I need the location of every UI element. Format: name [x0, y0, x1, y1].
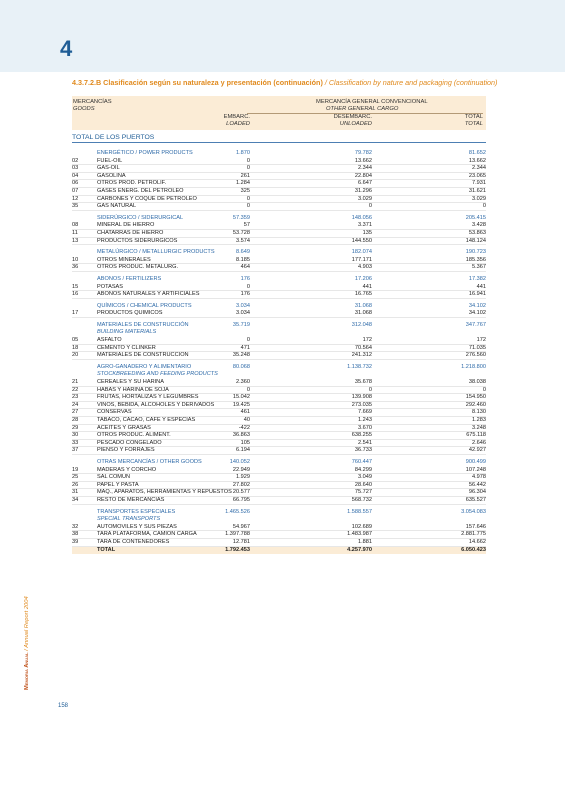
- value-total: 42.927: [468, 447, 486, 454]
- value-unloaded: 3.029: [358, 195, 372, 202]
- value-unloaded: 28.640: [354, 481, 372, 488]
- value-loaded: 325: [240, 187, 250, 194]
- value-total: 347.767: [465, 321, 486, 328]
- row-code: 05: [72, 337, 79, 344]
- value-unloaded: 273.035: [351, 401, 372, 408]
- table-row: [72, 539, 486, 547]
- value-total: 3.428: [472, 222, 486, 229]
- row-code: 07: [72, 187, 79, 194]
- row-label: PRODUCTOS QUIMICOS: [97, 310, 163, 317]
- value-total: 190.723: [465, 249, 486, 256]
- row-code: 34: [72, 496, 79, 503]
- table-row: [72, 379, 486, 387]
- row-code: 15: [72, 283, 79, 290]
- value-unloaded: 35.678: [354, 379, 372, 386]
- value-total: 53.863: [468, 229, 486, 236]
- value-total: 3.054.083: [461, 508, 486, 515]
- value-loaded: 66.795: [232, 496, 250, 503]
- value-total: 3.029: [472, 195, 486, 202]
- row-label: OTRAS MERCANCÍAS / OTHER GOODS: [97, 458, 202, 465]
- value-loaded: 3.034: [236, 302, 250, 309]
- header-embarc: EMBARC.: [223, 114, 250, 120]
- value-unloaded: 2.541: [358, 439, 372, 446]
- row-label: TRANSPORTES ESPECIALES: [97, 508, 176, 515]
- table-row: [72, 497, 486, 505]
- group-row: [72, 322, 486, 330]
- value-loaded: 53.728: [232, 229, 250, 236]
- group-row: [72, 276, 486, 284]
- row-code: 36: [72, 264, 79, 271]
- value-total: 7.931: [472, 180, 486, 187]
- value-loaded: 22.949: [232, 466, 250, 473]
- value-total: 71.035: [468, 344, 486, 351]
- value-unloaded: 13.662: [354, 157, 372, 164]
- group-row: [72, 215, 486, 223]
- row-code: 39: [72, 538, 79, 545]
- value-total: 2.344: [472, 165, 486, 172]
- table-row: [72, 352, 486, 360]
- value-total: 23.065: [468, 172, 486, 179]
- table-row: [72, 489, 486, 497]
- value-total: 107.248: [465, 466, 486, 473]
- row-code: 29: [72, 424, 79, 431]
- table-row: [72, 188, 486, 196]
- value-unloaded: 1.138.732: [347, 363, 372, 370]
- row-code: 06: [72, 180, 79, 187]
- table-row: [72, 203, 486, 211]
- chapter-number: 4: [60, 36, 73, 61]
- value-loaded: 15.042: [232, 394, 250, 401]
- row-code: 30: [72, 432, 79, 439]
- header-other-general-cargo: OTHER GENERAL CARGO: [326, 106, 399, 112]
- table-row: [72, 432, 486, 440]
- table-row: [72, 467, 486, 475]
- row-label: GASES ENERG. DEL PETROLEO: [97, 187, 184, 194]
- row-label: OTROS PRODUC. ALIMENT.: [97, 432, 171, 439]
- table-row: [72, 222, 486, 230]
- row-label: BUILDING MATERIALS: [97, 329, 157, 336]
- value-loaded: 105: [240, 439, 250, 446]
- value-unloaded: 2.344: [358, 165, 372, 172]
- value-unloaded: 3.670: [358, 424, 372, 431]
- value-unloaded: 7.669: [358, 409, 372, 416]
- value-total: 635.527: [465, 496, 486, 503]
- table-row: [72, 196, 486, 204]
- row-code: 27: [72, 409, 79, 416]
- value-total: 17.382: [468, 275, 486, 282]
- row-code: 18: [72, 344, 79, 351]
- value-total: 441: [476, 283, 486, 290]
- row-code: 19: [72, 466, 79, 473]
- value-total: 900.499: [465, 458, 486, 465]
- value-loaded: 40: [243, 417, 250, 423]
- group-row: [72, 509, 486, 517]
- table-row: [72, 165, 486, 173]
- table-row: [72, 310, 486, 318]
- value-total: 0: [482, 386, 486, 393]
- side-text-main: Memoria Anual: [24, 652, 30, 690]
- row-code: 33: [72, 439, 79, 446]
- value-total: 157.646: [465, 523, 486, 530]
- row-label: CHATARRAS DE HIERRO: [97, 229, 164, 236]
- value-unloaded: 0: [368, 386, 372, 393]
- value-total: 31.621: [468, 187, 486, 194]
- row-code: 03: [72, 165, 79, 172]
- value-unloaded: 139.908: [351, 394, 372, 401]
- table-body: [72, 150, 486, 554]
- row-label: GASOLINA: [97, 172, 126, 179]
- value-total: 2.881.775: [461, 531, 486, 538]
- row-code: 21: [72, 379, 79, 386]
- value-total: 6.050.423: [461, 546, 486, 553]
- value-unloaded: 568.732: [351, 496, 372, 503]
- header-total-en: TOTAL: [464, 121, 483, 127]
- table-row: [72, 402, 486, 410]
- total-row: [72, 547, 486, 555]
- chapter-header-band: [0, 0, 565, 72]
- table-row: [72, 337, 486, 345]
- value-unloaded: 6.647: [358, 180, 372, 187]
- value-unloaded: 75.727: [354, 489, 372, 496]
- row-label: PIENSO Y FORRAJES: [97, 447, 155, 454]
- value-total: 1.218.800: [461, 363, 486, 370]
- row-label: MAQ., APARATOS, HERRAMIENTAS Y REPUESTOS: [97, 489, 232, 496]
- value-unloaded: 3.049: [358, 474, 372, 481]
- row-label: TABACO, CACAO, CAFE Y ESPECIAS: [97, 417, 196, 423]
- group-row: [72, 249, 486, 257]
- row-label: PRODUCTOS SIDERURGICOS: [97, 237, 178, 244]
- value-unloaded: 182.074: [351, 249, 372, 256]
- row-label: SIDERÚRGICO / SIDERURGICAL: [97, 214, 184, 221]
- row-label: TARA DE CONTENEDORES: [97, 538, 170, 545]
- value-unloaded: 1.483.987: [347, 531, 372, 538]
- table-row: [72, 417, 486, 425]
- value-loaded: 0: [246, 386, 250, 393]
- row-label: METALÚRGICO / METALLURGIC PRODUCTS: [97, 249, 215, 256]
- table-row: [72, 257, 486, 265]
- value-total: 16.941: [468, 291, 486, 298]
- value-loaded: 3.574: [236, 237, 250, 244]
- value-unloaded: 79.782: [354, 150, 372, 156]
- group-row: [72, 303, 486, 311]
- row-label: GAS NATURAL: [97, 203, 137, 210]
- header-general-cargo: MERCANCÍA GENERAL CONVENCIONAL: [316, 99, 428, 105]
- value-total: 675.118: [466, 432, 486, 439]
- value-total: 205.415: [465, 214, 486, 221]
- value-total: 292.460: [465, 401, 486, 408]
- value-loaded: 36.863: [232, 432, 250, 439]
- value-loaded: 20.577: [232, 489, 250, 496]
- row-label: ASFALTO: [97, 337, 122, 344]
- value-loaded: 19.425: [232, 401, 250, 408]
- row-code: 26: [72, 481, 79, 488]
- row-label: VINOS, BEBIDA, ALCOHOLES Y DERIVADOS: [97, 401, 215, 408]
- table-row: [72, 173, 486, 181]
- row-label: PESCADO CONGELADO: [97, 439, 162, 446]
- value-total: 3.248: [472, 424, 486, 431]
- value-total: 5.367: [472, 264, 486, 271]
- group-row: [72, 150, 486, 158]
- row-label: GAS-OIL: [97, 165, 120, 172]
- table-row: [72, 387, 486, 395]
- value-loaded: 57.359: [232, 214, 250, 221]
- value-unloaded: 70.564: [354, 344, 372, 351]
- value-loaded: 1.929: [236, 474, 250, 481]
- table-row: [72, 447, 486, 455]
- table-row: [72, 180, 486, 188]
- table-row: [72, 264, 486, 272]
- value-loaded: 0: [246, 157, 250, 164]
- value-unloaded: 241.312: [351, 352, 372, 359]
- row-label: ABONOS NATURALES Y ARTIFICIALES: [97, 291, 200, 298]
- value-loaded: 35.248: [232, 352, 250, 359]
- row-label: AGRO-GANADERO Y ALIMENTARIO: [97, 363, 192, 370]
- side-text-rest: / Annual Report 2004: [24, 596, 30, 653]
- value-loaded: 8.649: [236, 249, 250, 256]
- value-unloaded: 148.056: [351, 214, 372, 221]
- value-unloaded: 31.296: [354, 187, 372, 194]
- value-total: 38.038: [468, 379, 486, 386]
- table-row: [72, 238, 486, 246]
- value-loaded: 1.397.788: [225, 531, 250, 538]
- row-label: POTASAS: [97, 283, 124, 290]
- row-label: QUÍMICOS / CHEMICAL PRODUCTS: [97, 302, 192, 309]
- page-number: 158: [58, 703, 69, 709]
- row-label: SPECIAL TRANSPORTS: [97, 516, 161, 523]
- value-total: 34.102: [468, 310, 486, 317]
- table-row: [72, 284, 486, 292]
- value-unloaded: 172: [362, 337, 372, 344]
- row-code: 20: [72, 352, 79, 359]
- row-code: 28: [72, 417, 79, 423]
- value-total: 1.283: [472, 417, 486, 423]
- value-unloaded: 36.733: [354, 447, 372, 454]
- value-unloaded: 1.588.557: [347, 508, 372, 515]
- row-code: 23: [72, 394, 79, 401]
- value-total: 81.652: [468, 150, 486, 156]
- value-loaded: 0: [246, 203, 250, 210]
- row-code: 24: [72, 401, 79, 408]
- row-label: MINERAL DE HIERRO: [97, 222, 155, 229]
- value-unloaded: 760.447: [351, 458, 372, 465]
- value-unloaded: 638.255: [351, 432, 372, 439]
- value-loaded: 8.185: [236, 256, 250, 263]
- value-loaded: 461: [240, 409, 250, 416]
- row-label: OTROS PRODUC. METALURG.: [97, 264, 179, 271]
- value-loaded: 27.802: [232, 481, 250, 488]
- value-total: 276.560: [465, 352, 486, 359]
- value-unloaded: 441: [362, 283, 372, 290]
- subtitle-row: [72, 329, 486, 337]
- row-code: 13: [72, 237, 79, 244]
- value-unloaded: 31.068: [354, 310, 372, 317]
- value-loaded: 35.719: [232, 321, 250, 328]
- value-unloaded: 17.206: [354, 275, 372, 282]
- value-total: 172: [476, 337, 486, 344]
- table-row: [72, 425, 486, 433]
- value-loaded: 12.781: [232, 538, 250, 545]
- row-code: 35: [72, 203, 79, 210]
- value-loaded: 261: [240, 172, 250, 179]
- value-loaded: -422: [238, 424, 250, 431]
- value-loaded: 1.870: [236, 150, 250, 156]
- value-loaded: 6.194: [236, 447, 250, 454]
- value-unloaded: 312.048: [351, 321, 372, 328]
- value-total: 13.662: [468, 157, 486, 164]
- table-row: [72, 291, 486, 299]
- value-loaded: 176: [240, 275, 250, 282]
- value-unloaded: 31.068: [354, 302, 372, 309]
- value-loaded: 464: [240, 264, 250, 271]
- value-total: 148.124: [465, 237, 486, 244]
- row-code: 08: [72, 222, 79, 229]
- table-row: [72, 158, 486, 166]
- value-unloaded: 135: [362, 229, 372, 236]
- value-loaded: 0: [246, 195, 250, 202]
- row-code: 02: [72, 157, 79, 164]
- group-row: [72, 459, 486, 467]
- row-label: FRUTAS, HORTALIZAS Y LEGUMBRES: [97, 394, 199, 401]
- value-total: 34.102: [468, 302, 486, 309]
- value-unloaded: 84.299: [354, 466, 372, 473]
- row-code: 10: [72, 256, 79, 263]
- row-label: CEREALES Y SU HARINA: [97, 379, 164, 386]
- row-label: TOTAL: [97, 546, 116, 553]
- row-label: ENERGÉTICO / POWER PRODUCTS: [97, 150, 193, 156]
- row-code: 37: [72, 447, 79, 454]
- row-label: ABONOS / FERTILIZERS: [97, 275, 162, 282]
- row-label: OTROS PROD. PETROLIF.: [97, 180, 166, 187]
- row-label: PAPEL Y PASTA: [97, 481, 139, 488]
- value-unloaded: 102.689: [351, 523, 372, 530]
- header-unloaded: UNLOADED: [339, 121, 372, 127]
- value-loaded: 0: [246, 165, 250, 172]
- value-unloaded: 1.243: [358, 417, 372, 423]
- table-row: [72, 345, 486, 353]
- value-unloaded: 144.550: [351, 237, 372, 244]
- value-total: 0: [482, 203, 486, 210]
- value-total: 8.130: [472, 409, 486, 416]
- value-total: 154.950: [465, 394, 486, 401]
- row-label: AUTOMOVILES Y SUS PIEZAS: [97, 523, 177, 530]
- value-loaded: 0: [246, 337, 250, 344]
- row-label: TARA PLATAFORMA, CAMION CARGA: [97, 531, 197, 538]
- row-code: 25: [72, 474, 79, 481]
- header-mercancias: MERCANCÍAS: [73, 99, 112, 105]
- subtitle-row: [72, 371, 486, 379]
- value-total: 2.646: [472, 439, 486, 446]
- value-loaded: 176: [240, 291, 250, 298]
- row-label: FUEL-OIL: [97, 157, 123, 164]
- row-code: 38: [72, 531, 79, 538]
- value-unloaded: 4.257.970: [347, 546, 372, 553]
- value-unloaded: 16.765: [354, 291, 372, 298]
- header-total: TOTAL: [464, 114, 483, 120]
- value-loaded: 3.034: [236, 310, 250, 317]
- value-loaded: 471: [240, 344, 250, 351]
- table-row: [72, 394, 486, 402]
- table-row: [72, 482, 486, 490]
- table-row: [72, 474, 486, 482]
- value-loaded: 0: [246, 283, 250, 290]
- row-code: 12: [72, 195, 79, 202]
- row-label: HABAS Y HARINA DE SOJA: [97, 386, 169, 393]
- row-label: CEMENTO Y CLINKER: [97, 344, 156, 351]
- value-loaded: 1.284: [236, 180, 250, 187]
- row-label: MATERIALES DE CONSTRUCCIÓN: [97, 321, 189, 328]
- value-unloaded: 1.881: [358, 538, 372, 545]
- table-header: [72, 96, 486, 130]
- row-code: 17: [72, 310, 79, 317]
- value-loaded: 2.360: [236, 379, 250, 386]
- value-loaded: 80.068: [232, 363, 250, 370]
- value-total: 4.978: [472, 474, 486, 481]
- row-code: 22: [72, 386, 79, 393]
- row-label: OTROS MINERALES: [97, 256, 151, 263]
- row-label: STOCKBREEDING AND FEEDING PRODUCTS: [97, 371, 218, 378]
- row-label: RESTO DE MERCANCIAS: [97, 496, 165, 503]
- subtitle-row: [72, 516, 486, 524]
- header-loaded: LOADED: [226, 121, 250, 127]
- value-total: 96.304: [468, 489, 486, 496]
- value-loaded: 1.465.526: [225, 508, 250, 515]
- table-row: [72, 440, 486, 448]
- value-unloaded: 22.804: [354, 172, 372, 179]
- group-row: [72, 364, 486, 372]
- row-code: 32: [72, 523, 79, 530]
- value-loaded: 140.052: [229, 458, 250, 465]
- value-total: 185.356: [465, 256, 486, 263]
- row-label: CARBONES Y COQUE DE PETROLEO: [97, 195, 197, 202]
- total-ports-heading: TOTAL DE LOS PUERTOS: [72, 134, 486, 143]
- row-label: MATERIALES DE CONSTRUCCION: [97, 352, 189, 359]
- row-code: 16: [72, 291, 79, 298]
- value-unloaded: 0: [368, 203, 372, 210]
- value-unloaded: 177.171: [351, 256, 372, 263]
- table-title-es: 4.3.7.2.B Clasificación según su naturaleza y presentación (continuación): [72, 78, 323, 87]
- value-loaded: 57: [243, 222, 250, 229]
- value-total: 14.662: [468, 538, 486, 545]
- header-desembarc: DESEMBARC.: [333, 114, 372, 120]
- value-loaded: 54.967: [232, 523, 250, 530]
- table-row: [72, 409, 486, 417]
- table-title: [72, 78, 542, 87]
- row-label: ACEITES Y GRASAS: [97, 424, 151, 431]
- table-title-en: / Classification by nature and packaging (continuation): [324, 78, 498, 87]
- table-row: [72, 230, 486, 238]
- row-code: 31: [72, 489, 79, 496]
- table-row: [72, 524, 486, 532]
- row-label: MADERAS Y CORCHO: [97, 466, 157, 473]
- row-label: CONSERVAS: [97, 409, 132, 416]
- row-code: 11: [72, 229, 78, 236]
- table-row: [72, 531, 486, 539]
- side-running-text: [24, 596, 30, 690]
- header-goods: GOODS: [73, 106, 95, 112]
- value-loaded: 1.792.453: [225, 546, 250, 553]
- row-code: 04: [72, 172, 79, 179]
- value-unloaded: 3.371: [358, 222, 372, 229]
- row-label: SAL COMUN: [97, 474, 131, 481]
- value-total: 56.442: [468, 481, 486, 488]
- value-unloaded: 4.903: [358, 264, 372, 271]
